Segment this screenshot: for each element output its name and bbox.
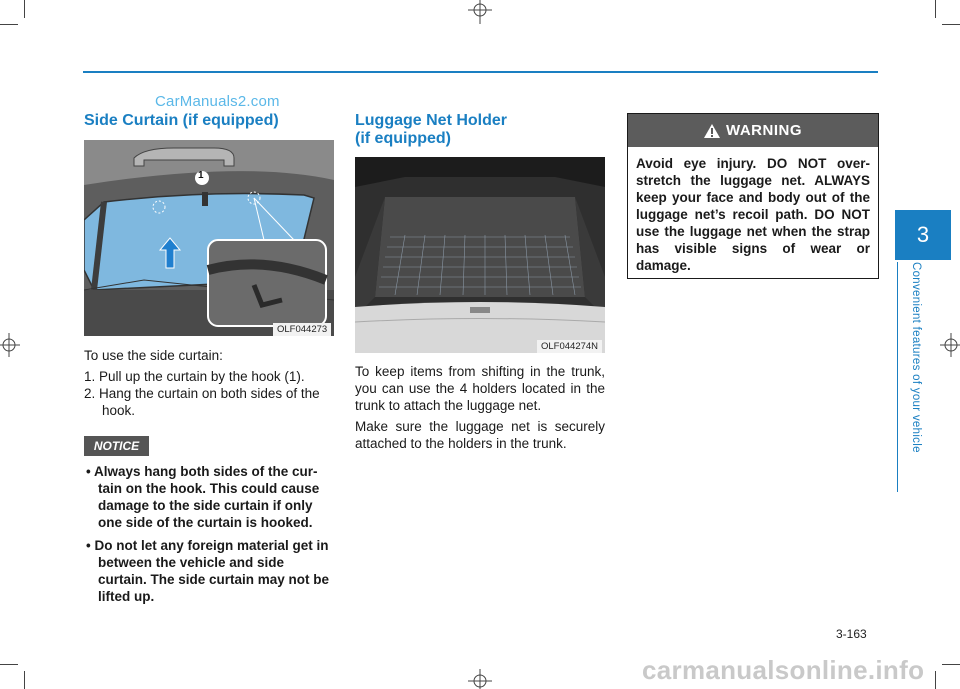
warning-triangle-icon: [704, 124, 720, 138]
step-2: 2. Hang the curtain on both sides of the hook.: [84, 386, 320, 418]
crop-mark: [935, 0, 936, 18]
callout-number: 1: [198, 170, 204, 181]
luggage-net-paragraph: To keep items from shifting in the trunk, you can use the 4 holders located in the trunk to attach the luggage net.: [355, 364, 605, 413]
side-curtain-instructions: [84, 347, 336, 419]
notice-item: • Always hang both sides of the cur-tain on the hook. This could cause damage to the side curtain if only one side of the curtain is hooked.: [86, 464, 320, 530]
crop-mark: [0, 24, 18, 25]
watermark-top[interactable]: CarManuals2.com: [155, 93, 280, 110]
watermark-bottom[interactable]: carmanualsonline.info: [642, 655, 925, 685]
registration-mark-bottom: [468, 669, 492, 689]
luggage-net-heading-line-2: (if equipped): [355, 130, 451, 147]
registration-mark-top: [468, 0, 492, 24]
chapter-title: Convenient features of your vehicle: [910, 262, 922, 453]
luggage-net-text: [355, 363, 605, 456]
trunk-illustration: [355, 157, 605, 353]
luggage-net-photo: [355, 157, 605, 353]
sidebar-rule: [897, 262, 898, 492]
crop-mark: [942, 664, 960, 665]
side-curtain-photo: [84, 140, 334, 336]
luggage-net-paragraph: Make sure the luggage net is securely attached to the holders in the trunk.: [355, 419, 605, 451]
luggage-net-heading: [355, 112, 507, 148]
side-curtain-intro: To use the side curtain:: [84, 348, 223, 363]
registration-mark-left: [0, 333, 20, 357]
crop-mark: [942, 24, 960, 25]
warning-text: Avoid eye injury. DO NOT over-stretch the luggage net. ALWAYS keep your face and body out of the luggage net’s recoil path. DO NOT use the luggage net when the strap has visible signs of wear or damage.: [636, 156, 870, 273]
crop-mark: [0, 664, 18, 665]
warning-header: [628, 114, 878, 147]
crop-mark: [935, 671, 936, 689]
side-curtain-illustration: [84, 140, 334, 336]
header-rule: [83, 71, 878, 73]
luggage-net-image-code: OLF044274N: [537, 340, 602, 353]
warning-title: WARNING: [726, 122, 802, 139]
notice-item: • Do not let any foreign material get in between the vehicle and side curtain. The side curtain may not be lifted up.: [86, 538, 330, 604]
page-number: 3-163: [836, 627, 867, 641]
notice-list: [84, 463, 336, 611]
notice-badge: NOTICE: [84, 436, 149, 456]
side-curtain-image-code: OLF044273: [273, 323, 331, 336]
crop-mark: [24, 0, 25, 18]
side-curtain-heading: Side Curtain (if equipped): [84, 112, 279, 129]
warning-box: [627, 113, 879, 279]
luggage-net-heading-line-1: Luggage Net Holder: [355, 112, 508, 129]
chapter-tab: 3: [895, 210, 951, 260]
crop-mark: [24, 671, 25, 689]
registration-mark-right: [940, 333, 960, 357]
step-1: 1. Pull up the curtain by the hook (1).: [84, 369, 305, 384]
